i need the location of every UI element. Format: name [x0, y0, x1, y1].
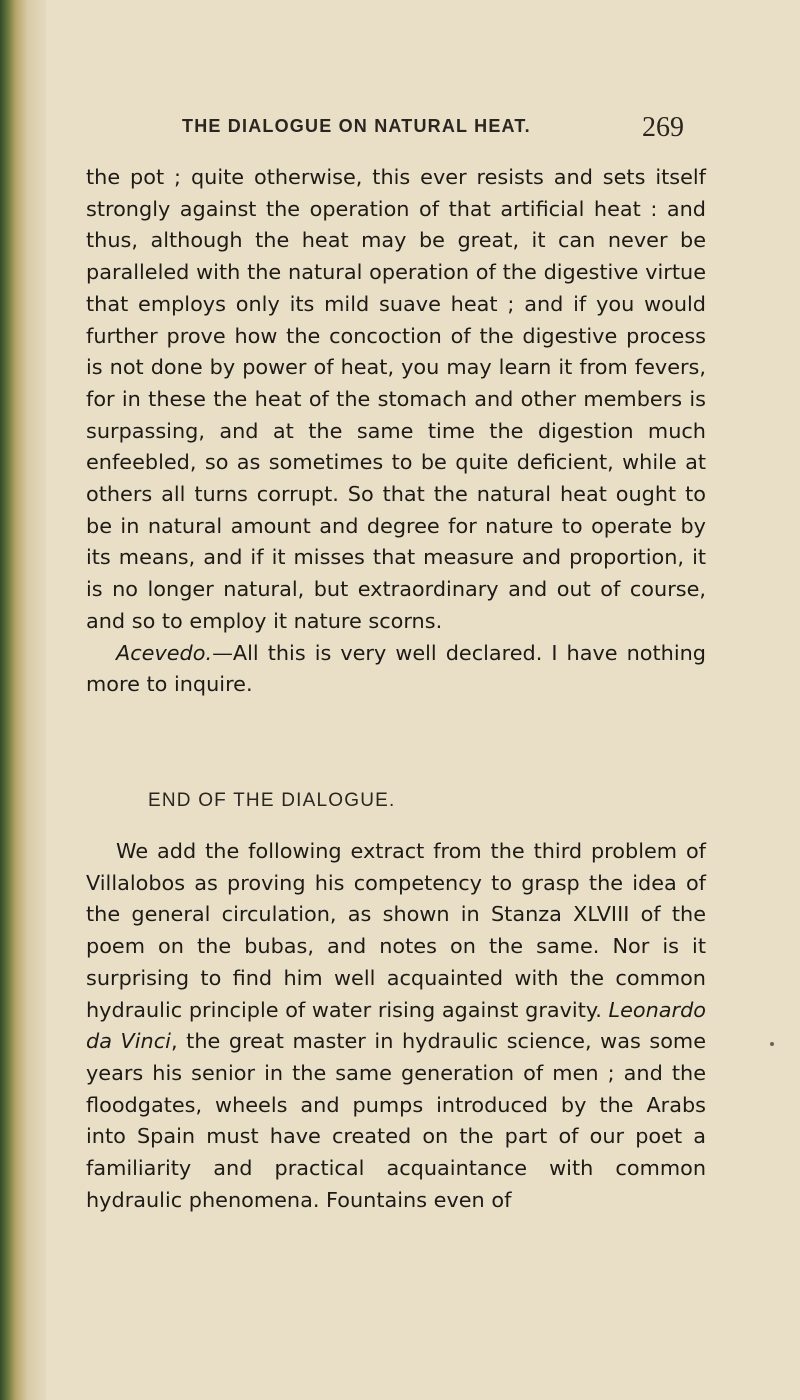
dialogue-text	[86, 162, 706, 701]
speaker-name: Acevedo.	[116, 640, 213, 665]
speaker-text: —All this is very well declared. I have nothing more to inquire.	[86, 640, 706, 697]
running-title: THE DIALOGUE ON NATURAL HEAT.	[182, 116, 531, 136]
page-number: 269	[642, 112, 684, 143]
paragraph-closing-argument: the pot ; quite otherwise, this ever resists and sets itself strongly against the operation of that artificial heat : and thus, although the heat may be great, it can never be paralleled with the natural operation of the digestive virtue that employs only its mild suave heat ; and if you would further prove how the concoction of the digestive process is not done by power of heat, you may learn it from fevers, for in these the heat of the stomach and other members is surpassing, and at the same time the digestion much enfeebled, so as sometimes to be quite deficient, while at others all turns corrupt. So that the natural heat ought to be in natural amount and degree for nature to operate by its means, and if it misses that measure and proportion, it is no longer natural, but extraordinary and out of course, and so to employ it nature scorns.	[86, 165, 706, 633]
margin-dot	[770, 1042, 774, 1046]
running-head	[150, 112, 750, 146]
editorial-text-start: We add the following extract from the third problem of Villalobos as proving his competency to grasp the idea of the general circulation, as shown in Stanza XLVIII of the poem on the bubas, and notes on the same. Nor is it surprising to find him well acquainted with the common hydraulic principle of water rising against gravity.	[86, 839, 706, 1022]
end-of-dialogue-heading: END OF THE DIALOGUE.	[148, 790, 396, 811]
editorial-note	[86, 836, 706, 1216]
editorial-name-leonardo: Leonardo da Vinci	[86, 997, 706, 1054]
paragraph-editorial	[86, 836, 706, 1216]
paragraph-acevedo	[86, 638, 706, 701]
editorial-text-end: , the great master in hydraulic science, was some years his senior in the same generation of men ; and the floodgates, wheels and pumps introduced by the Arabs into Spain must have created on the part of our poet a familiarity and practical acquaintance with common hydraulic phenomena. Fountains even of	[86, 1029, 706, 1212]
